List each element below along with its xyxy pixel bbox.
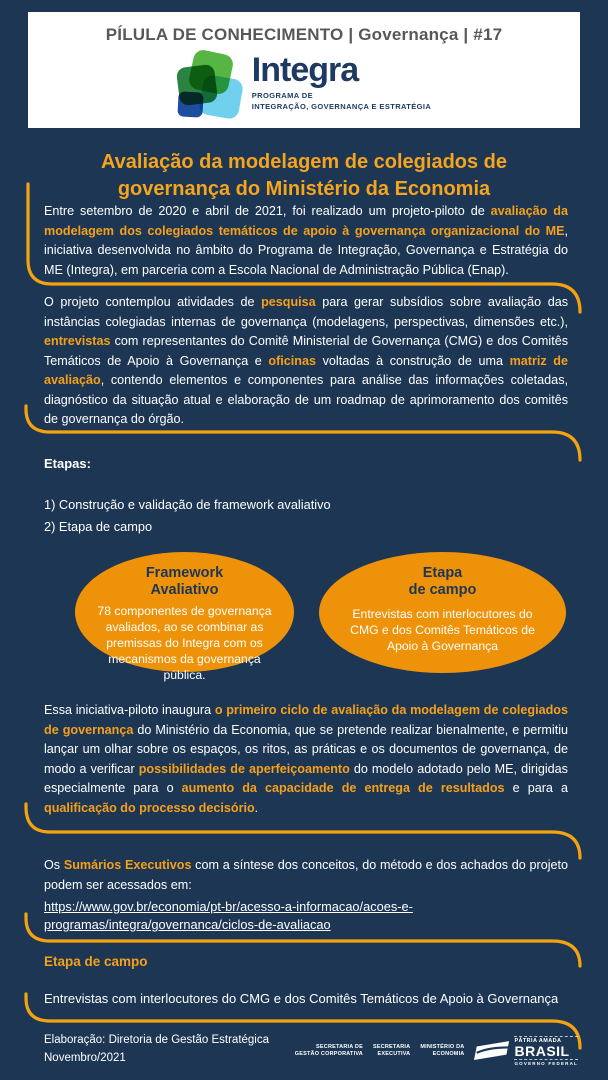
page-title bbox=[0, 149, 608, 203]
brasil-flag-icon bbox=[474, 1040, 510, 1062]
framework-avaliativo-bubble bbox=[75, 552, 294, 682]
campo-section-heading: Etapa de campo bbox=[44, 954, 148, 969]
gov-block-line2: GESTÃO CORPORATIVA bbox=[294, 1051, 363, 1057]
integra-logo bbox=[28, 51, 580, 119]
gov-block-line2: ECONOMIA bbox=[432, 1051, 465, 1057]
integra-logo-text bbox=[252, 51, 431, 111]
ministerio-economia-logo bbox=[420, 1044, 464, 1058]
government-logos bbox=[295, 1036, 578, 1066]
intro-paragraph: Entre setembro de 2020 e abril de 2021, foi realizado um projeto-piloto de avaliação da modelagem dos colegiados temáticos de apoio à governança organizacional do ME, iniciativa desenvolvida no âmbito do Programa de Integração, Governança e Estratégia do ME (Integra), em parceria com a Escola Nacional de Administração Pública (Enap). bbox=[44, 204, 568, 277]
gov-block-line1: SECRETARIA bbox=[372, 1043, 411, 1050]
bubble-title-line2: Avaliativo bbox=[150, 582, 219, 599]
credits bbox=[44, 1032, 269, 1068]
logo-cyan-square-icon bbox=[198, 74, 244, 120]
credits-line2: Novembro/2021 bbox=[44, 1051, 126, 1064]
bubble-body: 78 componentes de governança avaliados, ao se combinar as premissas do Integra com os mecanismos da governança pública. bbox=[97, 604, 272, 682]
bubble-title bbox=[75, 552, 294, 599]
secretaria-gestao-corporativa-logo bbox=[295, 1044, 363, 1058]
brasil-tagline: PÁTRIA AMADA bbox=[514, 1036, 578, 1044]
brasil-subline: GOVERNO FEDERAL bbox=[514, 1061, 578, 1066]
project-activities-paragraph: O projeto contemplou atividades de pesquisa para gerar subsídios sobre avaliação das instâncias colegiadas internas de governança (modelagens, perspectivas, dimensões etc.), entrevistas com representantes do Comitê Ministerial de Governança (CMG) e dos Comitês Temáticos de Apoio à Governança e oficinas voltadas à construção de uma matriz de avaliação, contendo elementos e componentes para análise das informações coletadas, diagnóstico da situação atual e elaboração de um roadmap de aprimoramento dos comitês de governança do órgão. bbox=[44, 295, 568, 427]
bubble-title-line2: de campo bbox=[408, 582, 477, 599]
logo-subtitle-line1: PROGRAMA DE bbox=[251, 91, 313, 100]
etapas-item-2: 2) Etapa de campo bbox=[44, 519, 153, 534]
executive-summaries-paragraph: Os Sumários Executivos com a síntese dos conceitos, do método e dos achados do projeto podem ser acessados em: bbox=[44, 858, 569, 892]
bubble-body: Entrevistas com interlocutores do CMG e dos Comitês Temáticos de Apoio à Governança bbox=[350, 607, 535, 653]
page-title-line1: Avaliação da modelagem de colegiados de bbox=[100, 151, 508, 174]
ciclos-avaliacao-link[interactable]: https://www.gov.br/economia/pt-br/acesso-a-informacao/acoes-e-programas/integra/governanca/ciclos-de-avaliacao bbox=[44, 899, 413, 933]
header-kicker: PÍLULA DE CONHECIMENTO | Governança | #17 bbox=[105, 25, 503, 44]
bubble-title-line1: Framework bbox=[145, 565, 224, 581]
bubble-title bbox=[319, 552, 566, 599]
brasil-governo-federal-logo bbox=[474, 1036, 578, 1066]
gov-block-line1: MINISTÉRIO DA bbox=[420, 1043, 465, 1050]
campo-section-text: Entrevistas com interlocutores do CMG e dos Comitês Temáticos de Apoio à Governança bbox=[44, 991, 559, 1006]
bubble-title-line1: Etapa bbox=[422, 565, 463, 581]
credits-line1: Elaboração: Diretoria de Gestão Estratégica bbox=[44, 1034, 270, 1046]
secretaria-executiva-logo bbox=[373, 1044, 410, 1058]
gov-block-line1: SECRETARIA DE bbox=[316, 1043, 363, 1050]
brasil-logo-text bbox=[514, 1036, 578, 1066]
brasil-name: BRASIL bbox=[514, 1043, 570, 1059]
etapas-item-1: 1) Construção e validação de framework avaliativo bbox=[44, 497, 331, 512]
page-title-line2: governança do Ministério da Economia bbox=[117, 178, 491, 201]
integra-logo-icon bbox=[177, 51, 243, 119]
logo-subtitle-line2: INTEGRAÇÃO, GOVERNANÇA E ESTRATÉGIA bbox=[251, 102, 432, 111]
gov-block-line2: EXECUTIVA bbox=[377, 1051, 411, 1057]
pilot-results-paragraph: Essa iniciativa-piloto inaugura o primeiro ciclo de avaliação da modelagem de colegiados de governança do Ministério da Economia, que se pretende realizar bienalmente, e permitiu lançar um olhar sobre os espaços, os ritos, as práticas e os documentos de governança, de modo a verificar possibilidades de aperfeiçoamento do modelo adotado pelo ME, dirigidas especialmente para o aumento da capacidade de entrega de resultados e para a qualificação do processo decisório. bbox=[44, 703, 568, 815]
header bbox=[28, 12, 580, 128]
etapas-heading: Etapas: bbox=[44, 456, 91, 471]
logo-name: Integra bbox=[251, 51, 359, 89]
etapa-de-campo-bubble bbox=[319, 552, 566, 673]
